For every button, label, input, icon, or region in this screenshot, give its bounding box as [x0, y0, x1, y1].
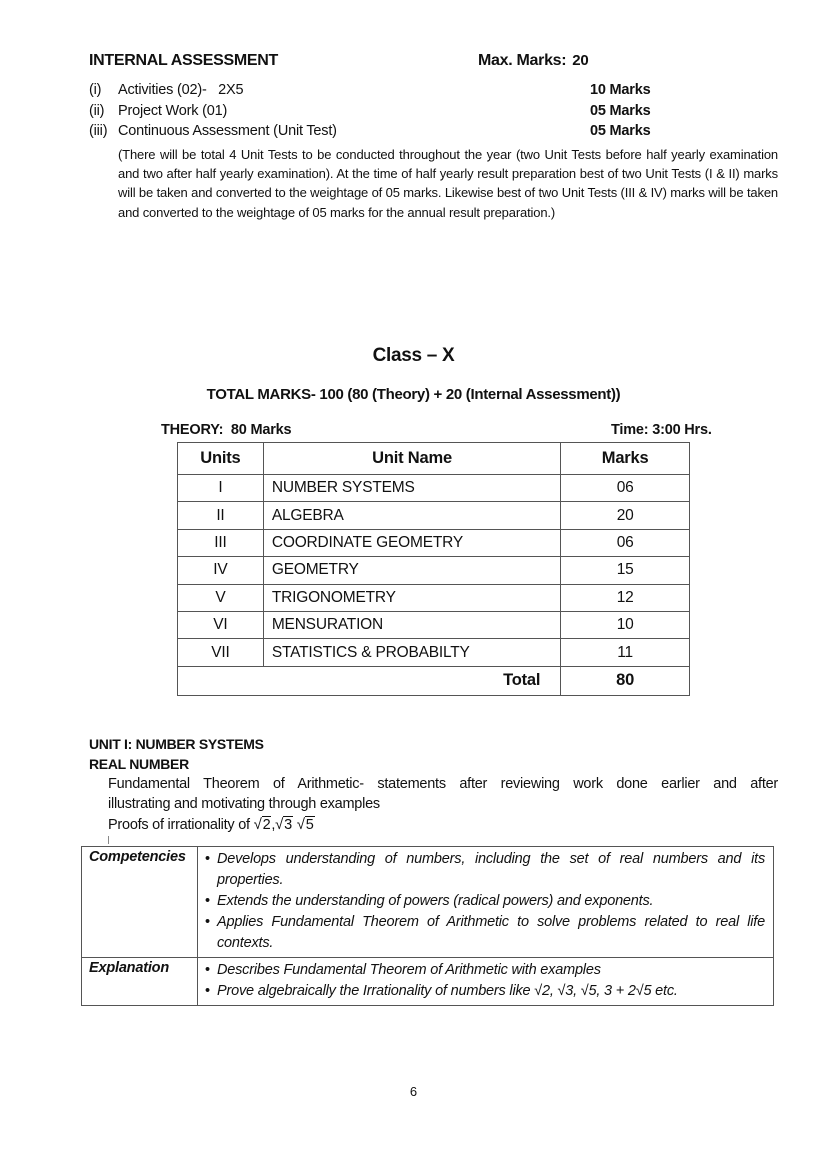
- ia-item-label: Activities (02)- 2X5: [118, 82, 244, 98]
- ia-item-marks: 10 Marks: [590, 82, 651, 98]
- table-row: [178, 475, 690, 502]
- unit-marks: 12: [561, 584, 690, 611]
- competencies-list: [205, 849, 765, 954]
- list-item: • Develops understanding of numbers, including the set of real numbers and its properties.: [205, 849, 765, 891]
- header-units: Units: [178, 443, 264, 475]
- ia-item-number: (i): [89, 82, 102, 98]
- ia-item-number: (ii): [89, 103, 105, 119]
- ia-item-marks: 05 Marks: [590, 103, 651, 119]
- list-item: • Prove algebraically the Irrationality of numbers like √2, √3, √5, 3 + 2√5 etc.: [205, 981, 765, 1002]
- unit-marks: 10: [561, 611, 690, 638]
- explanation-row: [82, 958, 774, 1006]
- table-row: [178, 639, 690, 666]
- proofs-prefix: Proofs of irrationality of: [108, 817, 250, 833]
- fta-description-line2: illustrating and motivating through examples: [108, 796, 380, 812]
- ia-item: [89, 82, 655, 102]
- table-row: [178, 557, 690, 584]
- unit-marks: 11: [561, 639, 690, 666]
- explanation-list: [205, 960, 765, 1002]
- competencies-label: Competencies: [82, 847, 198, 958]
- header-marks: Marks: [561, 443, 690, 475]
- max-marks: [478, 52, 588, 70]
- page-number: 6: [409, 1084, 418, 1099]
- unit-number: V: [178, 584, 264, 611]
- ia-item-label: Continuous Assessment (Unit Test): [118, 123, 337, 139]
- ia-item-number: (iii): [89, 123, 108, 139]
- table-row: [178, 611, 690, 638]
- table-row: [178, 584, 690, 611]
- table-row: [178, 529, 690, 556]
- sqrt-3: √3: [275, 816, 292, 833]
- unit-name: COORDINATE GEOMETRY: [263, 529, 560, 556]
- explanation-label: Explanation: [82, 958, 198, 1006]
- competencies-list-cell: [198, 847, 774, 958]
- list-item: • Applies Fundamental Theorem of Arithmetic to solve problems related to real life contexts.: [205, 912, 765, 954]
- ia-item-marks: 05 Marks: [590, 123, 651, 139]
- irrationality-proofs: Proofs of irrationality of √2,√3 √5: [108, 816, 314, 833]
- unit-name: MENSURATION: [263, 611, 560, 638]
- sqrt-2: √2: [253, 816, 271, 833]
- theory-marks: THEORY: 80 Marks: [161, 422, 292, 438]
- list-item: • Describes Fundamental Theorem of Arithmetic with examples: [205, 960, 765, 981]
- class-title: Class – X: [372, 345, 455, 366]
- total-label: Total: [178, 666, 561, 695]
- table-header-row: [178, 443, 690, 475]
- total-value: 80: [561, 666, 690, 695]
- exam-time: Time: 3:00 Hrs.: [611, 422, 712, 438]
- max-marks-value: 20: [572, 52, 589, 69]
- explanation-list-cell: [198, 958, 774, 1006]
- competencies-table: [81, 846, 774, 1006]
- fta-description-line1: Fundamental Theorem of Arithmetic- statements after reviewing work done earlier and after: [108, 776, 778, 792]
- unit-heading: UNIT I: NUMBER SYSTEMS: [89, 736, 264, 752]
- header-unit-name: Unit Name: [263, 443, 560, 475]
- ia-item: [89, 123, 655, 143]
- unit-number: IV: [178, 557, 264, 584]
- total-marks: TOTAL MARKS- 100 (80 (Theory) + 20 (Internal Assessment)): [206, 386, 621, 403]
- unit-marks: 20: [561, 502, 690, 529]
- text-cursor-mark: [108, 836, 109, 844]
- table-total-row: [178, 666, 690, 695]
- unit-name: ALGEBRA: [263, 502, 560, 529]
- sqrt-5: √5: [296, 816, 314, 833]
- unit-name: NUMBER SYSTEMS: [263, 475, 560, 502]
- unit-marks: 06: [561, 529, 690, 556]
- unit-test-note: (There will be total 4 Unit Tests to be conducted throughout the year (two Unit Tests before half yearly examination and two after half yearly examination). At the time of half yearly result preparation best of two Unit Tests (I & II) marks will be taken and converted to the weightage of 05 marks. Likewise best of two Unit Tests (III & IV) marks will be taken and converted to the weightage of 05 marks for the annual result preparation.): [118, 147, 778, 220]
- unit-number: I: [178, 475, 264, 502]
- unit-marks: 06: [561, 475, 690, 502]
- table-row: [178, 502, 690, 529]
- unit-name: GEOMETRY: [263, 557, 560, 584]
- list-item: • Extends the understanding of powers (radical powers) and exponents.: [205, 891, 765, 912]
- unit-number: III: [178, 529, 264, 556]
- unit-subheading: REAL NUMBER: [89, 756, 189, 772]
- unit-name: STATISTICS & PROBABILTY: [263, 639, 560, 666]
- unit-number: II: [178, 502, 264, 529]
- unit-name: TRIGONOMETRY: [263, 584, 560, 611]
- ia-item-label: Project Work (01): [118, 103, 228, 119]
- ia-item: [89, 103, 655, 123]
- unit-number: VI: [178, 611, 264, 638]
- internal-assessment-heading: INTERNAL ASSESSMENT: [89, 52, 278, 69]
- max-marks-label: Max. Marks:: [478, 52, 567, 69]
- unit-marks: 15: [561, 557, 690, 584]
- competencies-row: [82, 847, 774, 958]
- unit-number: VII: [178, 639, 264, 666]
- units-marks-table: [177, 442, 690, 696]
